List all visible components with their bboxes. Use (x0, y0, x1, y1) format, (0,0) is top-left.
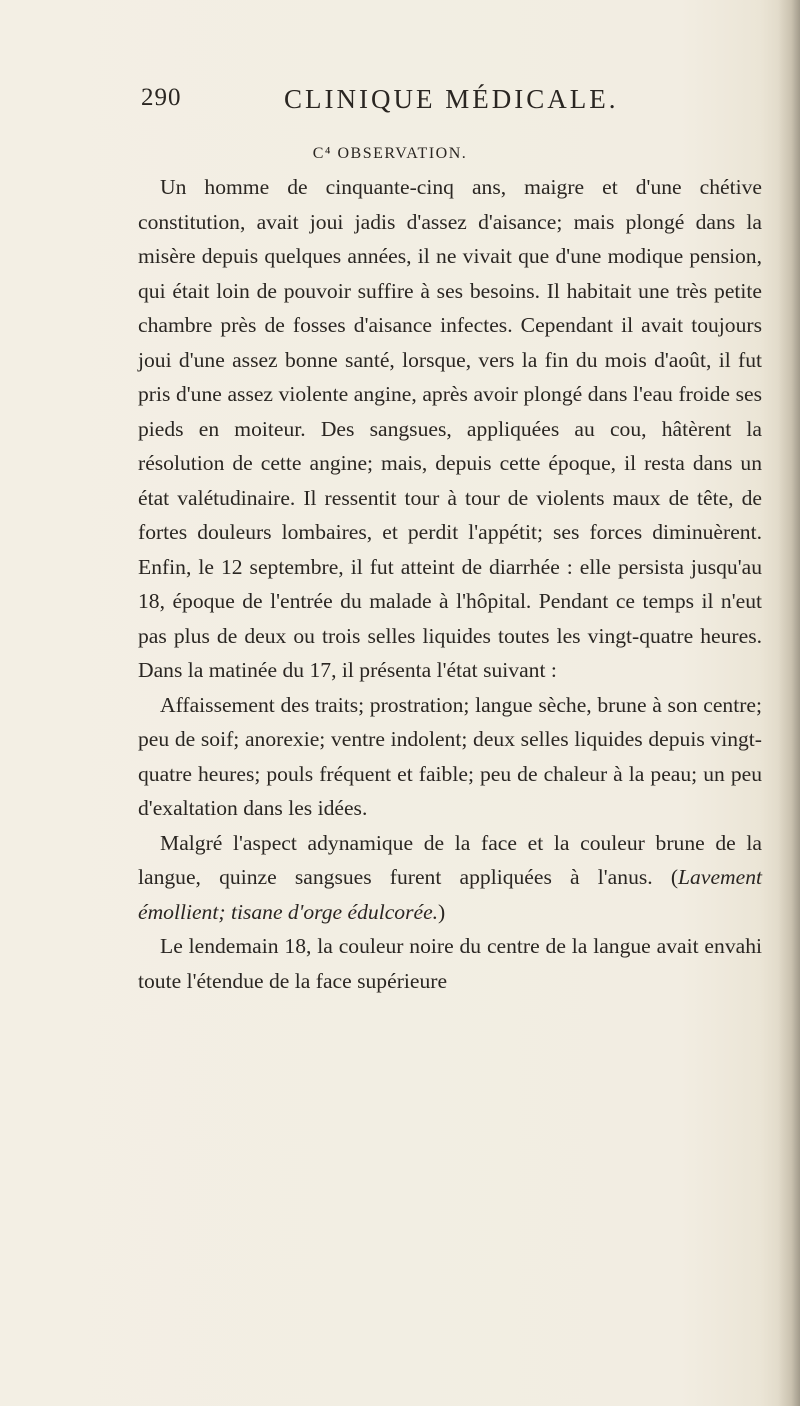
prescription-italic: Lavement émollient; tisane d'orge édulcorée. (138, 865, 762, 924)
parenthesis-open: ( (652, 865, 679, 889)
body-text (138, 170, 762, 998)
page-header (141, 84, 761, 124)
paragraph-2: Affaissement des traits; prostration; langue sèche, brune à son centre; peu de soif; anorexie; ventre indolent; deux selles liquides depuis vingt-quatre heures; pouls fréquent et faible; peu de chaleur à la peau; un peu d'exaltation dans les idées. (138, 692, 762, 820)
parenthesis-close: ) (438, 899, 446, 924)
paragraph-3 (138, 826, 762, 930)
page-number: 290 (141, 84, 182, 111)
observation-title: C⁴ OBSERVATION. (312, 145, 468, 162)
paragraph-4: Le lendemain 18, la couleur noire du centre de la langue avait envahi toute l'étendue de la face supérieure (138, 934, 762, 993)
paragraph-3-text: Malgré l'aspect adynamique de la face et la couleur brune de la langue, quinze sangsues furent appliquées à l'anus. (138, 830, 762, 889)
paragraph-1: Un homme de cinquante-cinq ans, maigre et d'une chétive constitution, avait joui jadis d'assez d'aisance; mais plongé dans la misère depuis quelques années, il ne vivait que d'une modique pension, qui était loin de pouvoir suffire à ses besoins. Il habitait une très petite chambre près de fosses d'aisance infectes. Cependant il avait toujours joui d'une assez bonne santé, lorsque, vers la fin du mois d'août, il fut pris d'une assez violente angine, après avoir plongé dans l'eau froide ses pieds en moiteur. Des sangsues, appliquées au cou, hâtèrent la résolution de cette angine; mais, depuis cette époque, il resta dans un état valétudinaire. Il ressentit tour à tour de violents maux de tête, de fortes douleurs lombaires, et perdit l'appétit; ses forces diminuèrent. Enfin, le 12 septembre, il fut atteint de diarrhée : elle persista jusqu'au 18, époque de l'entrée du malade à l'hôpital. Pendant ce temps il n'eut pas plus de deux ou trois selles liquides toutes les vingt-quatre heures. Dans la matinée du 17, il présenta l'état suivant : (138, 175, 762, 682)
running-title: CLINIQUE MÉDICALE. (284, 84, 619, 114)
page-edge-shadow (778, 0, 800, 1406)
